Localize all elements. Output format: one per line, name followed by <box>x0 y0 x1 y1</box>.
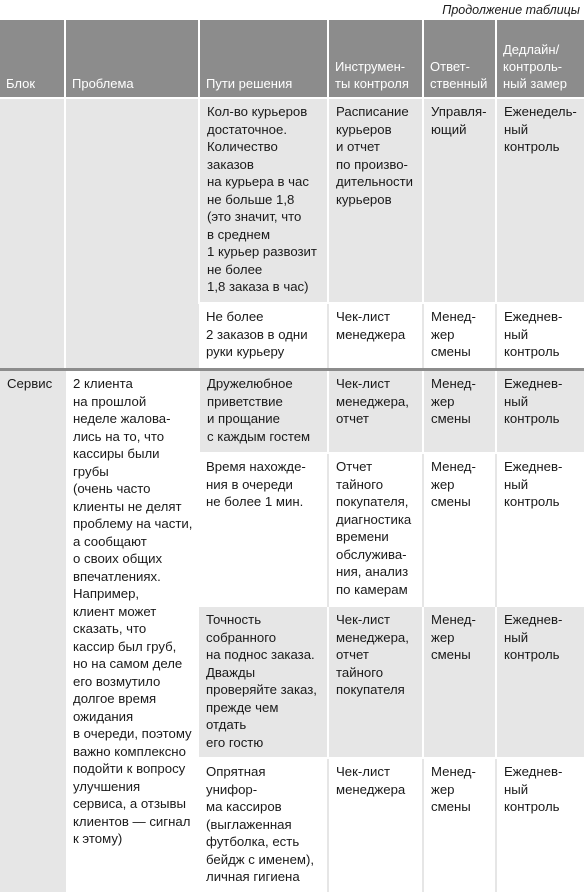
action-plan-table <box>0 20 584 892</box>
table-continuation-caption: Продолжение таблицы <box>442 3 580 17</box>
header-responsible: Ответ- ственный <box>423 20 496 98</box>
header-problem: Проблема <box>65 20 199 98</box>
cell-problem-empty <box>65 98 199 370</box>
cell-solution: Время нахожде- ния в очереди не более 1 мин. <box>199 453 328 606</box>
cell-solution: Опрятная унифор- ма кассиров (выглаженная футболка, есть бейдж с именем), личная гигиена <box>199 758 328 892</box>
header-deadline: Дедлайн/ контроль- ный замер <box>496 20 584 98</box>
table-row <box>0 370 584 454</box>
header-block: Блок <box>0 20 65 98</box>
cell-deadline: Ежеднев- ный контроль <box>496 606 584 758</box>
header-control-tools: Инструмен- ты контроля <box>328 20 423 98</box>
cell-deadline: Ежеднев- ный контроль <box>496 758 584 892</box>
cell-deadline: Еженедель- ный контроль <box>496 98 584 303</box>
cell-owner: Менед- жер смены <box>423 303 496 370</box>
cell-solution: Точность собранного на поднос заказа. Дважды проверяйте заказ, прежде чем отдать его гостю <box>199 606 328 758</box>
cell-tool: Отчет тайного покупателя, диагностика времени обслужива- ния, анализ по камерам <box>328 453 423 606</box>
cell-deadline: Ежеднев- ный контроль <box>496 303 584 370</box>
cell-owner: Менед- жер смены <box>423 453 496 606</box>
cell-deadline: Ежеднев- ный контроль <box>496 370 584 454</box>
table-row <box>0 98 584 303</box>
cell-owner: Менед- жер смены <box>423 370 496 454</box>
cell-solution: Не более 2 заказов в одни руки курьеру <box>199 303 328 370</box>
header-solutions: Пути решения <box>199 20 328 98</box>
cell-block-empty <box>0 98 65 370</box>
cell-tool: Чек-лист менеджера <box>328 303 423 370</box>
cell-deadline: Ежеднев- ный контроль <box>496 453 584 606</box>
cell-tool: Чек-лист менеджера, отчет тайного покупателя <box>328 606 423 758</box>
cell-tool: Чек-лист менеджера, отчет <box>328 370 423 454</box>
cell-solution: Кол-во курьеров достаточное. Количество заказов на курьера в час не больше 1,8 (это значит, что в среднем 1 курьер развозит не более 1,8 заказа в час) <box>199 98 328 303</box>
cell-problem-service: 2 клиента на прошлой неделе жалова- лись на то, что кассиры были грубы (очень часто клиенты не делят проблему на части, а сообщают о своих общих впечатлениях. Например, клиент может сказать, что кассир был груб, но на самом деле его возмутило долгое время ожидания в очереди, поэтому важно комплексно подойти к вопросу улучшения сервиса, а отзывы клиентов — сигнал к этому) <box>65 370 199 892</box>
cell-tool: Расписание курьеров и отчет по произво- дительности курьеров <box>328 98 423 303</box>
cell-owner: Менед- жер смены <box>423 758 496 892</box>
table-header-row <box>0 20 584 98</box>
cell-owner: Менед- жер смены <box>423 606 496 758</box>
cell-owner: Управля- ющий <box>423 98 496 303</box>
cell-tool: Чек-лист менеджера <box>328 758 423 892</box>
cell-block-service: Сервис <box>0 370 65 892</box>
cell-solution: Дружелюбное приветствие и прощание с каждым гостем <box>199 370 328 454</box>
